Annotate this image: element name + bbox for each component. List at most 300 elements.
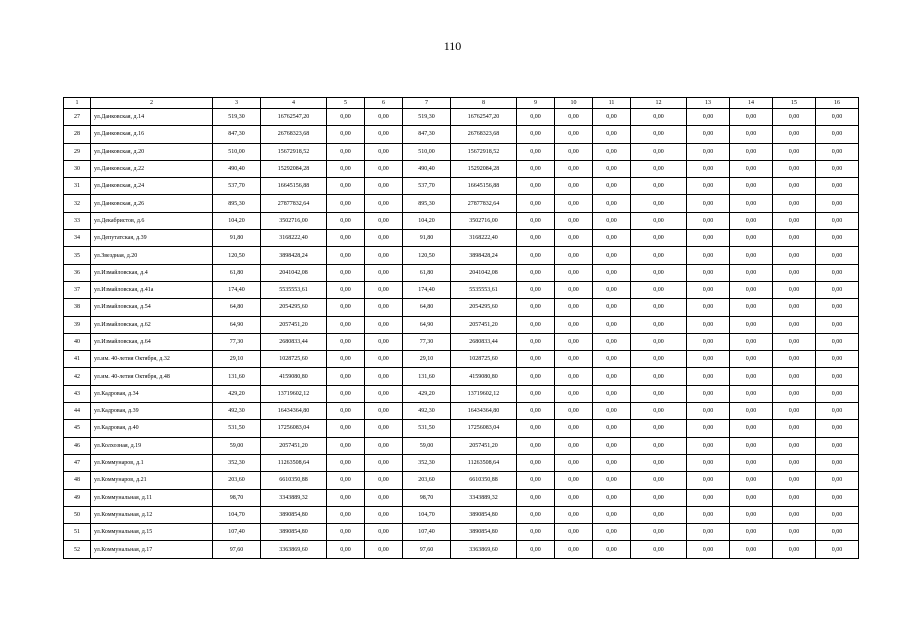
table-cell: 2680833,44	[451, 333, 517, 350]
table-cell: 0,00	[327, 368, 365, 385]
table-cell: 0,00	[365, 472, 403, 489]
table-cell: 0,00	[816, 195, 859, 212]
column-number-cell: 12	[631, 98, 687, 109]
table-cell: 0,00	[593, 195, 631, 212]
table-cell: 0,00	[593, 178, 631, 195]
table-cell: 0,00	[517, 230, 555, 247]
table-cell: 2057451,20	[451, 437, 517, 454]
table-cell: 0,00	[327, 230, 365, 247]
table-row	[64, 403, 859, 420]
table-cell: 0,00	[730, 489, 773, 506]
table-cell: 429,20	[213, 385, 261, 402]
table-cell: 0,00	[327, 472, 365, 489]
table-cell: 6610350,88	[451, 472, 517, 489]
table-row	[64, 489, 859, 506]
table-cell: 0,00	[687, 299, 730, 316]
table-cell: 2057451,20	[261, 437, 327, 454]
table-cell: 0,00	[631, 264, 687, 281]
table-cell: 0,00	[365, 281, 403, 298]
table-cell: 0,00	[730, 472, 773, 489]
table-cell: 3363869,60	[451, 541, 517, 558]
table-cell: 0,00	[631, 385, 687, 402]
table-cell: 0,00	[730, 506, 773, 523]
table-cell: 0,00	[517, 489, 555, 506]
table-cell: 0,00	[816, 385, 859, 402]
table-cell: 31	[64, 178, 91, 195]
table-cell: 34	[64, 230, 91, 247]
table-cell: 3890854,80	[451, 506, 517, 523]
table-cell: 0,00	[816, 264, 859, 281]
table-cell: 0,00	[555, 281, 593, 298]
table-cell: 32	[64, 195, 91, 212]
table-cell: 13719602,12	[261, 385, 327, 402]
table-cell: 0,00	[593, 109, 631, 126]
table-cell: 0,00	[555, 351, 593, 368]
table-cell: 0,00	[631, 109, 687, 126]
table-cell: 0,00	[327, 126, 365, 143]
table-cell: 0,00	[593, 351, 631, 368]
table-cell: 0,00	[773, 368, 816, 385]
table-cell: 0,00	[730, 178, 773, 195]
page-number: 110	[443, 39, 462, 53]
table-cell: 0,00	[365, 506, 403, 523]
table-cell: 0,00	[816, 472, 859, 489]
table-cell: 3890854,80	[451, 524, 517, 541]
table-cell: 519,30	[213, 109, 261, 126]
table-cell: 0,00	[816, 506, 859, 523]
address-cell: ул.Кадровая, д.39	[91, 403, 213, 420]
address-cell: ул.Коммунальная, д.11	[91, 489, 213, 506]
table-cell: 0,00	[555, 143, 593, 160]
table-cell: 16645156,88	[261, 178, 327, 195]
table-cell: 0,00	[631, 489, 687, 506]
table-cell: 27	[64, 109, 91, 126]
table-cell: 0,00	[555, 541, 593, 558]
table-cell: 44	[64, 403, 91, 420]
table-cell: 0,00	[730, 333, 773, 350]
table-cell: 0,00	[631, 299, 687, 316]
table-cell: 0,00	[517, 143, 555, 160]
table-cell: 77,30	[213, 333, 261, 350]
table-cell: 0,00	[327, 489, 365, 506]
table-cell: 0,00	[773, 472, 816, 489]
table-cell: 0,00	[555, 506, 593, 523]
table-cell: 0,00	[631, 437, 687, 454]
table-cell: 26768323,68	[261, 126, 327, 143]
table-cell: 0,00	[517, 454, 555, 471]
table-cell: 0,00	[555, 160, 593, 177]
table-cell: 11263508,64	[451, 454, 517, 471]
table-cell: 0,00	[816, 489, 859, 506]
table-cell: 0,00	[517, 541, 555, 558]
address-cell: ул.Данковская, д.22	[91, 160, 213, 177]
table-row	[64, 541, 859, 558]
table-body	[64, 98, 859, 559]
table-cell: 0,00	[365, 351, 403, 368]
table-cell: 0,00	[773, 143, 816, 160]
table-cell: 0,00	[687, 126, 730, 143]
table-row	[64, 230, 859, 247]
table-cell: 0,00	[593, 160, 631, 177]
column-number-cell: 5	[327, 98, 365, 109]
table-cell: 0,00	[517, 385, 555, 402]
table-cell: 0,00	[593, 212, 631, 229]
table-cell: 15672918,52	[451, 143, 517, 160]
table-cell: 0,00	[730, 403, 773, 420]
table-cell: 0,00	[555, 403, 593, 420]
table-cell: 490,40	[213, 160, 261, 177]
address-cell: ул.Коммунаров, д.1	[91, 454, 213, 471]
table-cell: 0,00	[555, 368, 593, 385]
table-cell: 47	[64, 454, 91, 471]
address-cell: ул.Данковская, д.16	[91, 126, 213, 143]
table-cell: 0,00	[631, 178, 687, 195]
table-cell: 0,00	[687, 178, 730, 195]
table-cell: 0,00	[773, 420, 816, 437]
table-cell: 29,10	[213, 351, 261, 368]
data-table	[63, 97, 859, 559]
table-cell: 2054295,60	[451, 299, 517, 316]
table-cell: 0,00	[730, 160, 773, 177]
table-cell: 0,00	[365, 437, 403, 454]
table-cell: 13719602,12	[451, 385, 517, 402]
table-cell: 131,60	[213, 368, 261, 385]
table-cell: 5535553,61	[451, 281, 517, 298]
table-cell: 0,00	[773, 385, 816, 402]
table-cell: 11263508,64	[261, 454, 327, 471]
table-cell: 531,50	[403, 420, 451, 437]
table-cell: 0,00	[365, 420, 403, 437]
table-cell: 0,00	[555, 109, 593, 126]
table-row	[64, 247, 859, 264]
table-cell: 0,00	[631, 368, 687, 385]
table-cell: 0,00	[593, 264, 631, 281]
table-cell: 37	[64, 281, 91, 298]
table-cell: 50	[64, 506, 91, 523]
table-cell: 107,40	[213, 524, 261, 541]
table-cell: 0,00	[687, 109, 730, 126]
table-cell: 0,00	[631, 316, 687, 333]
table-cell: 0,00	[631, 247, 687, 264]
table-cell: 0,00	[730, 541, 773, 558]
table-cell: 0,00	[327, 506, 365, 523]
table-header-row	[64, 98, 859, 109]
table-cell: 0,00	[816, 437, 859, 454]
table-cell: 0,00	[365, 178, 403, 195]
table-cell: 0,00	[365, 385, 403, 402]
address-cell: ул.Депутатская, д.39	[91, 230, 213, 247]
address-cell: ул.Измайловская, д.54	[91, 299, 213, 316]
table-cell: 0,00	[365, 299, 403, 316]
table-row	[64, 454, 859, 471]
table-cell: 1028725,60	[261, 351, 327, 368]
table-cell: 0,00	[730, 385, 773, 402]
table-row	[64, 212, 859, 229]
table-cell: 0,00	[593, 333, 631, 350]
table-cell: 0,00	[365, 212, 403, 229]
table-cell: 0,00	[517, 524, 555, 541]
table-cell: 0,00	[730, 230, 773, 247]
table-cell: 510,00	[403, 143, 451, 160]
table-cell: 0,00	[365, 230, 403, 247]
table-cell: 39	[64, 316, 91, 333]
table-cell: 0,00	[327, 437, 365, 454]
address-cell: ул.Коммунальная, д.12	[91, 506, 213, 523]
table-cell: 16434364,80	[261, 403, 327, 420]
table-cell: 0,00	[555, 212, 593, 229]
table-cell: 0,00	[517, 403, 555, 420]
table-cell: 0,00	[687, 230, 730, 247]
table-cell: 2041042,08	[261, 264, 327, 281]
table-cell: 98,70	[403, 489, 451, 506]
table-row	[64, 368, 859, 385]
table-cell: 51	[64, 524, 91, 541]
table-cell: 0,00	[773, 351, 816, 368]
table-cell: 0,00	[555, 299, 593, 316]
table-cell: 0,00	[327, 264, 365, 281]
table-cell: 0,00	[517, 212, 555, 229]
table-cell: 40	[64, 333, 91, 350]
table-cell: 0,00	[687, 541, 730, 558]
table-cell: 0,00	[365, 541, 403, 558]
table-cell: 46	[64, 437, 91, 454]
table-cell: 2057451,20	[261, 316, 327, 333]
table-cell: 0,00	[593, 506, 631, 523]
table-cell: 0,00	[517, 299, 555, 316]
table-cell: 0,00	[687, 212, 730, 229]
table-cell: 0,00	[816, 333, 859, 350]
table-cell: 537,70	[403, 178, 451, 195]
table-cell: 0,00	[773, 195, 816, 212]
table-cell: 0,00	[555, 454, 593, 471]
table-cell: 2041042,08	[451, 264, 517, 281]
table-row	[64, 420, 859, 437]
table-cell: 0,00	[730, 437, 773, 454]
table-cell: 104,70	[213, 506, 261, 523]
table-cell: 49	[64, 489, 91, 506]
address-cell: ул.Данковская, д.24	[91, 178, 213, 195]
table-cell: 0,00	[730, 454, 773, 471]
table-row	[64, 178, 859, 195]
table-cell: 895,30	[213, 195, 261, 212]
table-cell: 0,00	[593, 299, 631, 316]
table-cell: 0,00	[730, 126, 773, 143]
table-cell: 29	[64, 143, 91, 160]
table-cell: 0,00	[327, 195, 365, 212]
table-cell: 0,00	[365, 160, 403, 177]
table-cell: 0,00	[687, 351, 730, 368]
table-cell: 0,00	[773, 316, 816, 333]
column-number-cell: 9	[517, 98, 555, 109]
address-cell: ул.Измайловская, д.4	[91, 264, 213, 281]
table-cell: 0,00	[365, 247, 403, 264]
table-cell: 510,00	[213, 143, 261, 160]
table-cell: 0,00	[555, 524, 593, 541]
table-cell: 0,00	[517, 472, 555, 489]
table-cell: 17256083,04	[451, 420, 517, 437]
table-cell: 0,00	[517, 368, 555, 385]
table-cell: 97,60	[403, 541, 451, 558]
table-cell: 107,40	[403, 524, 451, 541]
table-cell: 352,30	[403, 454, 451, 471]
table-cell: 41	[64, 351, 91, 368]
table-cell: 0,00	[687, 143, 730, 160]
table-cell: 0,00	[816, 143, 859, 160]
table-cell: 0,00	[517, 247, 555, 264]
address-cell: ул.им. 40-летия Октября, д.48	[91, 368, 213, 385]
table-cell: 0,00	[517, 126, 555, 143]
table-cell: 64,80	[213, 299, 261, 316]
table-cell: 0,00	[773, 437, 816, 454]
address-cell: ул.Данковская, д.14	[91, 109, 213, 126]
table-cell: 490,40	[403, 160, 451, 177]
table-cell: 429,20	[403, 385, 451, 402]
table-cell: 0,00	[555, 126, 593, 143]
table-cell: 0,00	[631, 541, 687, 558]
table-row	[64, 506, 859, 523]
table-cell: 3363869,60	[261, 541, 327, 558]
table-cell: 0,00	[816, 524, 859, 541]
table-cell: 0,00	[593, 420, 631, 437]
table-cell: 0,00	[327, 247, 365, 264]
table-cell: 0,00	[730, 247, 773, 264]
table-cell: 0,00	[631, 230, 687, 247]
table-cell: 0,00	[730, 524, 773, 541]
table-row	[64, 195, 859, 212]
table-cell: 0,00	[687, 264, 730, 281]
table-cell: 104,70	[403, 506, 451, 523]
table-cell: 0,00	[773, 299, 816, 316]
column-number-cell: 10	[555, 98, 593, 109]
table-cell: 0,00	[687, 403, 730, 420]
table-cell: 0,00	[365, 368, 403, 385]
table-cell: 48	[64, 472, 91, 489]
table-cell: 0,00	[773, 160, 816, 177]
table-cell: 0,00	[773, 506, 816, 523]
column-number-cell: 15	[773, 98, 816, 109]
table-cell: 64,90	[213, 316, 261, 333]
table-cell: 0,00	[365, 403, 403, 420]
table-row	[64, 299, 859, 316]
table-cell: 30	[64, 160, 91, 177]
table-cell: 0,00	[816, 368, 859, 385]
table-cell: 0,00	[555, 385, 593, 402]
table-cell: 0,00	[631, 454, 687, 471]
table-cell: 0,00	[773, 247, 816, 264]
table-cell: 0,00	[327, 351, 365, 368]
table-cell: 0,00	[327, 299, 365, 316]
column-number-cell: 14	[730, 98, 773, 109]
table-cell: 0,00	[327, 160, 365, 177]
table-cell: 0,00	[631, 143, 687, 160]
table-cell: 0,00	[816, 247, 859, 264]
table-cell: 0,00	[631, 403, 687, 420]
table-cell: 98,70	[213, 489, 261, 506]
table-cell: 104,20	[213, 212, 261, 229]
table-cell: 0,00	[816, 316, 859, 333]
table-cell: 0,00	[773, 126, 816, 143]
table-cell: 0,00	[593, 403, 631, 420]
table-cell: 0,00	[687, 368, 730, 385]
address-cell: ул.Звездная, д.20	[91, 247, 213, 264]
table-cell: 0,00	[730, 143, 773, 160]
table-cell: 0,00	[816, 541, 859, 558]
table-cell: 0,00	[773, 524, 816, 541]
table-cell: 0,00	[687, 489, 730, 506]
table-cell: 0,00	[730, 299, 773, 316]
address-cell: ул.Коммунальная, д.15	[91, 524, 213, 541]
table-cell: 0,00	[773, 230, 816, 247]
table-cell: 131,60	[403, 368, 451, 385]
table-cell: 0,00	[593, 437, 631, 454]
table-cell: 0,00	[773, 264, 816, 281]
table-cell: 0,00	[327, 143, 365, 160]
address-cell: ул.Данковская, д.26	[91, 195, 213, 212]
address-cell: ул.Измайловская, д.62	[91, 316, 213, 333]
table-cell: 0,00	[631, 126, 687, 143]
table-cell: 0,00	[593, 230, 631, 247]
table-cell: 0,00	[517, 281, 555, 298]
table-row	[64, 143, 859, 160]
table-cell: 0,00	[593, 143, 631, 160]
table-cell: 519,30	[403, 109, 451, 126]
table-cell: 61,80	[213, 264, 261, 281]
table-cell: 0,00	[593, 454, 631, 471]
table-cell: 0,00	[555, 178, 593, 195]
table-cell: 3502716,00	[261, 212, 327, 229]
table-cell: 64,90	[403, 316, 451, 333]
table-cell: 17256083,04	[261, 420, 327, 437]
table-cell: 28	[64, 126, 91, 143]
table-cell: 38	[64, 299, 91, 316]
table-cell: 0,00	[687, 437, 730, 454]
table-cell: 3343889,32	[261, 489, 327, 506]
table-cell: 492,30	[213, 403, 261, 420]
table-cell: 43	[64, 385, 91, 402]
address-cell: ул.Коммунальная, д.17	[91, 541, 213, 558]
table-cell: 0,00	[593, 247, 631, 264]
table-cell: 847,30	[213, 126, 261, 143]
table-cell: 27877832,64	[451, 195, 517, 212]
table-cell: 2057451,20	[451, 316, 517, 333]
table-cell: 0,00	[816, 351, 859, 368]
table-cell: 0,00	[593, 281, 631, 298]
table-cell: 0,00	[773, 454, 816, 471]
table-cell: 0,00	[327, 541, 365, 558]
table-cell: 33	[64, 212, 91, 229]
table-cell: 0,00	[593, 126, 631, 143]
table-row	[64, 316, 859, 333]
table-row	[64, 281, 859, 298]
table-cell: 91,80	[403, 230, 451, 247]
table-cell: 0,00	[365, 489, 403, 506]
table-cell: 0,00	[517, 264, 555, 281]
table-cell: 0,00	[593, 524, 631, 541]
table-cell: 0,00	[555, 472, 593, 489]
table-cell: 15672918,52	[261, 143, 327, 160]
table-row	[64, 264, 859, 281]
table-cell: 0,00	[816, 109, 859, 126]
address-cell: ул.Данковская, д.20	[91, 143, 213, 160]
table-cell: 0,00	[327, 524, 365, 541]
table-cell: 203,60	[403, 472, 451, 489]
table-cell: 0,00	[687, 420, 730, 437]
table-cell: 0,00	[773, 403, 816, 420]
table-cell: 0,00	[773, 489, 816, 506]
table-cell: 0,00	[365, 316, 403, 333]
table-cell: 0,00	[365, 143, 403, 160]
table-row	[64, 524, 859, 541]
